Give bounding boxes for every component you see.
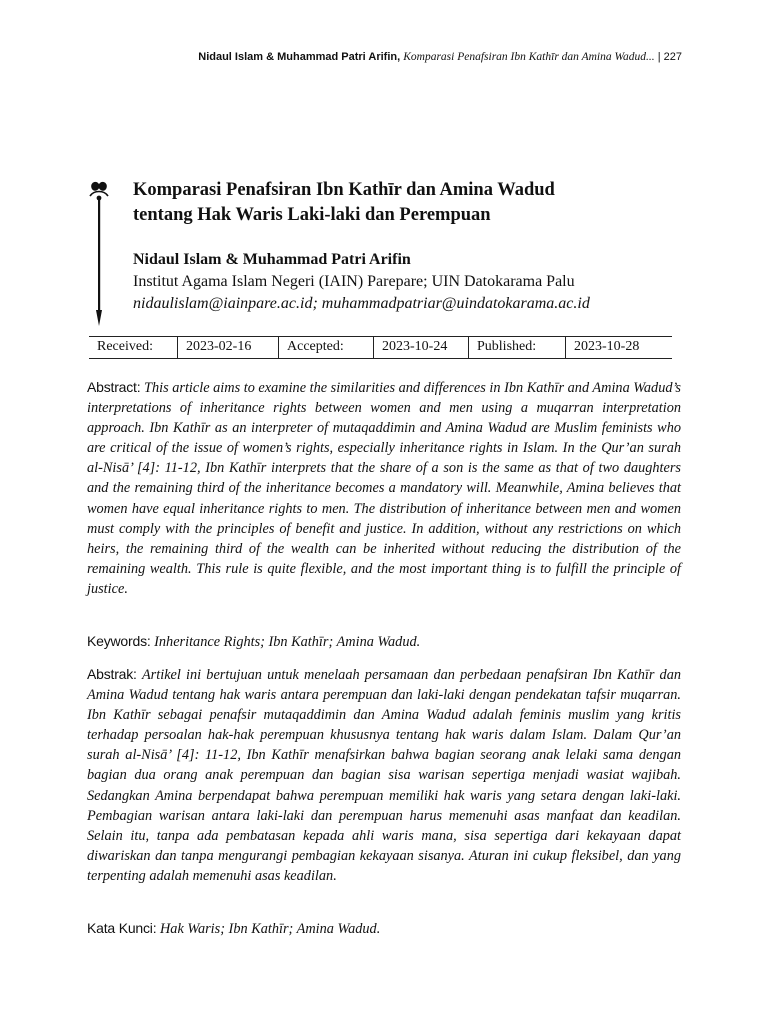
author-names: Nidaul Islam & Muhammad Patri Arifin — [133, 251, 411, 268]
dates-table — [89, 336, 672, 359]
page-number: 227 — [663, 51, 682, 63]
keywords-label: Keywords: — [87, 633, 151, 649]
received-value: 2023-02-16 — [178, 337, 279, 359]
keywords-section — [87, 631, 681, 652]
article-title-line2: tentang Hak Waris Laki-laki dan Perempuan — [133, 205, 491, 225]
kata-kunci-label: Kata Kunci: — [87, 920, 157, 936]
ornament-icon — [88, 178, 110, 328]
author-block — [133, 249, 693, 315]
received-label: Received: — [89, 337, 178, 359]
abstract-text: This article aims to examine the similarities and differences in Ibn Kathīr and Amina Wadud’s interpretations of inheritance rights between women and men using a muqarran interpretation approach. Ibn Kathīr as an interpreter of mutaqaddimin and Amina Wadud are Muslim feminists who are critical of the issue of women’s rights, especially inheritance rights in Islam. In the Qur’an surah al-Nisā’ [4]: 11-12, Ibn Kathīr interprets that the share of a son is the same as that of two daughters and the remaining third of the inheritance becomes a mandatory will. Meanwhile, Amina believes that women have equal inheritance rights to men. The distribution of inheritance between men and women must comply with the principles of benefit and justice. In addition, without any restrictions on which heirs, the remaining third of the wealth can be inherited without reducing the distribution of the remaining wealth. This rule is quite flexible, and the most important thing is to fulfill the principle of justice. — [87, 380, 681, 597]
running-header-title: Komparasi Penafsiran Ibn Kathīr dan Amina Wadud... — [403, 51, 655, 63]
dates-row — [89, 337, 672, 359]
affiliation: Institut Agama Islam Negeri (IAIN) Parepare; UIN Datokarama Palu — [133, 273, 575, 290]
accepted-value: 2023-10-24 — [374, 337, 469, 359]
published-label: Published: — [469, 337, 566, 359]
kata-kunci-section — [87, 918, 681, 939]
keywords-text: Inheritance Rights; Ibn Kathīr; Amina Wadud. — [154, 634, 421, 650]
abstract-section — [87, 377, 681, 599]
abstrak-text: Artikel ini bertujuan untuk menelaah persamaan dan perbedaan penafsiran Ibn Kathīr dan Amina Wadud tentang hak waris antara perempuan dan laki-laki dengan pendekatan tafsir muqarran. Ibn Kathīr sebagai penafsir mutaqaddimin dan Amina Wadud adalah feminis muslim yang kritis terhadap persoalan hak-hak perempuan khususnya tentang hak waris dalam Islam. Dalam Qur’an surah al-Nisā’ [4]: 11-12, Ibn Kathīr menafsirkan bahwa bagian seorang anak lelaki sama dengan bagian dua orang anak perempuan dan bagian sisa warisan sepertiga menjadi wasiat wajibah. Sedangkan Amina berpendapat bahwa perempuan memiliki hak waris yang setara dengan laki-laki. Pembagian warisan antara laki-laki dan perempuan harus memenuhi asas manfaat dan keadilan. Selain itu, tanpa ada pembatasan kepada ahli waris mana, sisa sepertiga dari kekayaan dapat diwariskan dan tanpa mengurangi pembagian kekayaan sisanya. Aturan ini cukup fleksibel, dan yang terpenting adalah memenuhi asas keadilan. — [87, 667, 682, 884]
accepted-label: Accepted: — [279, 337, 374, 359]
abstract-label: Abstract: — [87, 379, 141, 395]
author-emails: nidaulislam@iainpare.ac.id; muhammadpatriar@uindatokarama.ac.id — [133, 295, 590, 312]
running-header — [198, 51, 682, 63]
published-value: 2023-10-28 — [566, 337, 673, 359]
running-header-separator: | — [657, 51, 661, 63]
article-title — [133, 178, 693, 228]
abstrak-label: Abstrak: — [87, 666, 137, 682]
article-title-line1: Komparasi Penafsiran Ibn Kathīr dan Amina Wadud — [133, 180, 555, 200]
kata-kunci-text: Hak Waris; Ibn Kathīr; Amina Wadud. — [159, 921, 381, 937]
abstrak-section — [87, 664, 681, 886]
running-header-authors: Nidaul Islam & Muhammad Patri Arifin, — [198, 51, 401, 63]
